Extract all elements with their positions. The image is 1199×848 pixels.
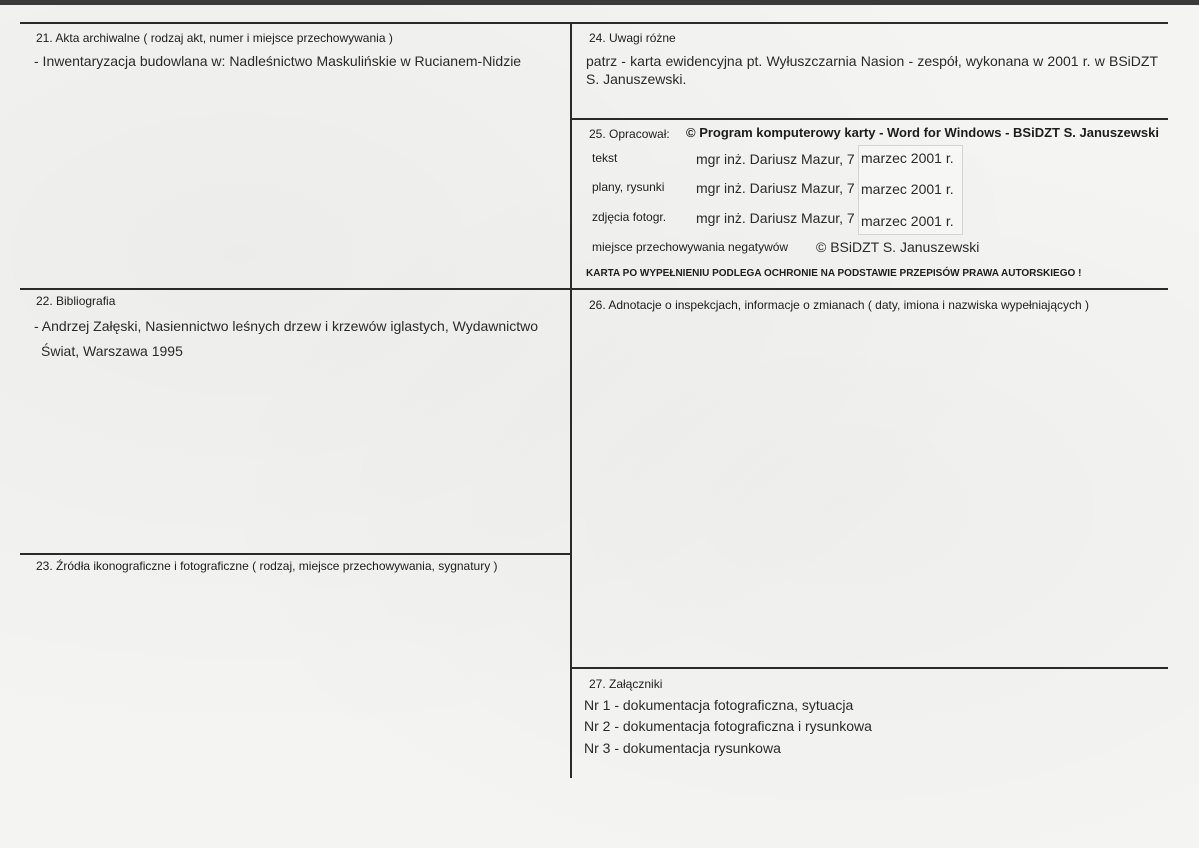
- divider-24-25: [571, 118, 1168, 120]
- section-22-item-line1: - Andrzej Załęski, Nasiennictwo leśnych drzew i krzewów iglastych, Wydawnictwo: [34, 318, 539, 334]
- copyright-notice: KARTA PO WYPEŁNIENIU PODLEGA OCHRONIE NA PODSTAWIE PRZEPISÓW PRAWA AUTORSKIEGO !: [586, 268, 1082, 279]
- section-24-title: 24. Uwagi różne: [589, 31, 676, 45]
- row-author-text: mgr inż. Dariusz Mazur, 7: [696, 151, 855, 167]
- divider-26-27: [571, 667, 1168, 669]
- row-author-photos: mgr inż. Dariusz Mazur, 7: [696, 210, 855, 226]
- row-type-plans: plany, rysunki: [592, 180, 665, 194]
- row-type-text: tekst: [592, 151, 618, 165]
- section-21-item: - Inwentaryzacja budowlana w: Nadleśnictwo Maskulińskie w Rucianem-Nidzie: [34, 53, 522, 69]
- negatives-label: miejsce przechowywania negatywów: [592, 240, 789, 254]
- section-24-note: patrz - karta ewidencyjna pt. Wyłuszczarnia Nasion - zespół, wykonana w 2001 r. w BSiDZT S. Januszewski.: [586, 53, 1158, 87]
- attachment-item-3: Nr 3 - dokumentacja rysunkowa: [584, 740, 781, 756]
- section-22-item-line2: Świat, Warszawa 1995: [41, 343, 183, 359]
- center-divider: [570, 22, 572, 778]
- section-25-label: 25. Opracował:: [589, 127, 670, 141]
- row-date-plans: marzec 2001 r.: [861, 181, 954, 197]
- attachment-item-2: Nr 2 - dokumentacja fotograficzna i rysunkowa: [584, 718, 872, 734]
- row-type-photos: zdjęcia fotogr.: [592, 210, 667, 224]
- section-23-title: 23. Źródła ikonograficzne i fotograficzne ( rodzaj, miejsce przechowywania, sygnatury ): [36, 559, 498, 573]
- section-26-title: 26. Adnotacje o inspekcjach, informacje o zmianach ( daty, imiona i nazwiska wypełniających ): [589, 298, 1090, 312]
- divider-21-22: [20, 288, 1168, 290]
- scan-top-edge: [0, 0, 1199, 5]
- row-date-text: marzec 2001 r.: [861, 150, 954, 166]
- row-author-plans: mgr inż. Dariusz Mazur, 7: [696, 180, 855, 196]
- section-27-title: 27. Załączniki: [589, 677, 663, 691]
- divider-22-23: [20, 553, 571, 555]
- negatives-value: © BSiDZT S. Januszewski: [816, 239, 980, 255]
- row-date-photos: marzec 2001 r.: [861, 213, 954, 229]
- section-21-title: 21. Akta archiwalne ( rodzaj akt, numer i miejsce przechowywania ): [36, 31, 393, 45]
- program-copyright-line: © Program komputerowy karty - Word for Windows - BSiDZT S. Januszewski: [686, 125, 1159, 140]
- top-border-line: [20, 22, 1168, 24]
- attachment-item-1: Nr 1 - dokumentacja fotograficzna, sytuacja: [584, 697, 854, 713]
- section-22-title: 22. Bibliografia: [36, 294, 116, 308]
